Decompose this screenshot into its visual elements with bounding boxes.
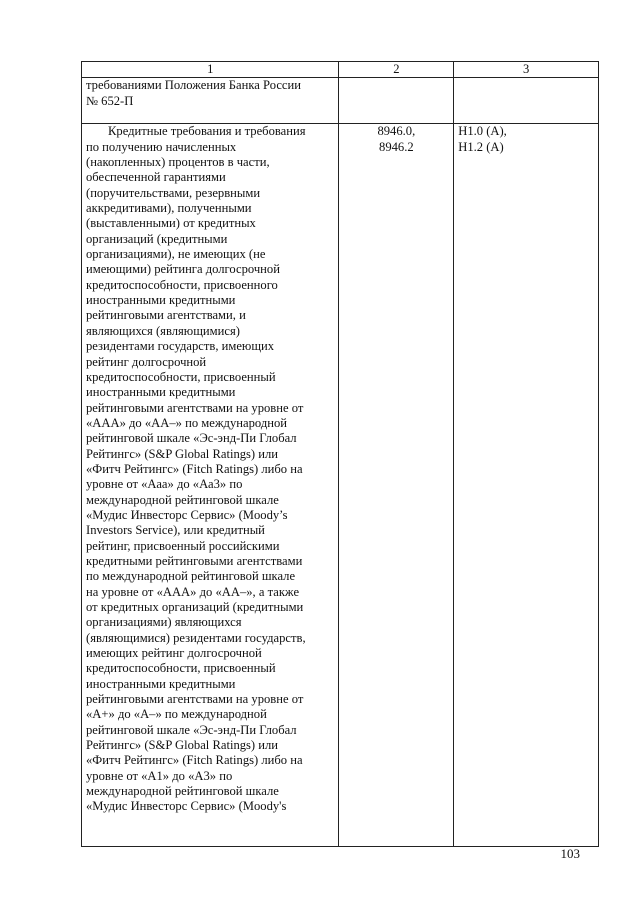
header-cell-1: 1 [82,62,339,78]
text-line: кредитоспособности, присвоенный [86,661,276,676]
text-line: обеспеченной гарантиями [86,170,226,185]
text-line: (поручительствами, резервными [86,185,261,200]
text-line: «А+» до «А–» по международной [86,707,267,722]
text-line: Рейтингс» (S&P Global Ratings) или [86,446,279,461]
ratio-codes-cell [454,124,599,847]
text-line: международной рейтинговой шкале [86,784,279,799]
text-line: «Мудис Инвесторс Сервис» (Moody’s [86,507,288,522]
text-line: являющихся (являющимися) [86,323,240,338]
text-line: международной рейтинговой шкале [86,492,279,507]
regulation-table [81,61,599,847]
account-number: 8946.2 [379,139,414,154]
header-cell-2: 2 [339,62,454,78]
text-line: рейтинговыми агентствами на уровне от [86,400,304,415]
page-number: 103 [560,846,580,861]
table-row-main [82,124,599,847]
text-line: «Фитч Рейтингс» (Fitch Ratings) либо на [86,753,303,768]
text-line: (накопленных) процентов в части, [86,155,270,170]
text-line: рейтинговыми агентствами на уровне от [86,692,304,707]
ratio-code: Н1.0 (А), [458,124,507,139]
text-line: кредитоспособности, присвоенный [86,369,276,384]
requirement-description-cell [82,124,339,847]
text-line: (выставленными) от кредитных [86,216,256,231]
text-line: (являющимися) резидентами государств, [86,630,306,645]
text-line: рейтинг, присвоенный российскими [86,538,280,553]
text-line: Investors Service), или кредитный [86,523,265,538]
text-line: на уровне от «ААА» до «АА–», а также [86,584,300,599]
text-line: Кредитные требования и требования [108,124,306,139]
text-line: рейтинг долгосрочной [86,354,207,369]
text-line: «ААА» до «АА–» по международной [86,415,288,430]
text-line: организациями) являющихся [86,615,242,630]
continuation-cell-1 [82,78,339,124]
account-number: 8946.0, [377,124,416,139]
continuation-cell-2 [339,78,454,124]
text-line: рейтинговой шкале «Эс-энд-Пи Глобал [86,722,297,737]
text-line: аккредитивами), полученными [86,201,252,216]
text-line: требованиями Положения Банка России [86,78,301,93]
text-line: рейтинговой шкале «Эс-энд-Пи Глобал [86,431,297,446]
text-line: имеющих рейтинг долгосрочной [86,646,262,661]
text-line: имеющими) рейтинга долгосрочной [86,262,280,277]
continuation-cell-3 [454,78,599,124]
text-line: организациями), не имеющих (не [86,247,266,262]
text-line: уровне от «А1» до «А3» по [86,768,233,783]
text-line: уровне от «Ааа» до «Аа3» по [86,477,243,492]
text-line: кредитными рейтинговыми агентствами [86,553,303,568]
text-line: рейтинговыми агентствами, и [86,308,246,323]
text-line: Рейтингс» (S&P Global Ratings) или [86,738,279,753]
text-line: «Фитч Рейтингс» (Fitch Ratings) либо на [86,461,303,476]
text-line: иностранными кредитными [86,676,236,691]
text-line: № 652-П [86,93,134,108]
text-line: организаций (кредитными [86,231,228,246]
text-line: по получению начисленных [86,139,237,154]
text-line: «Мудис Инвесторс Сервис» (Moody's [86,799,287,814]
header-cell-3: 3 [454,62,599,78]
text-line: резидентами государств, имеющих [86,339,275,354]
text-line: иностранными кредитными [86,385,236,400]
ratio-code: Н1.2 (А) [458,139,504,154]
account-numbers-cell [339,124,454,847]
text-line: иностранными кредитными [86,293,236,308]
text-line: кредитоспособности, присвоенного [86,277,278,292]
table-row-continuation [82,78,599,124]
table-header-row [82,62,599,78]
text-line: от кредитных организаций (кредитными [86,600,304,614]
text-line: по международной рейтинговой шкале [86,569,296,584]
